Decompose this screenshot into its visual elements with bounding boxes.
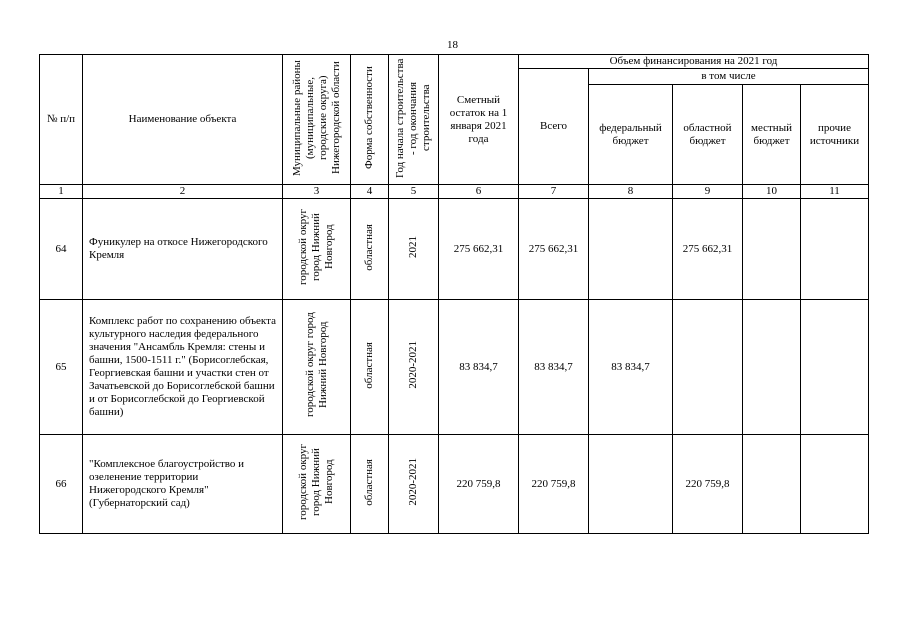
table-row (40, 435, 869, 534)
row-regional (673, 300, 743, 435)
col-number: 8 (589, 185, 673, 199)
header-ownership-text: Форма собственности (363, 66, 375, 169)
row-regional: 275 662,31 (673, 199, 743, 300)
row-years-text: 2020-2021 (407, 458, 419, 506)
row-num: 66 (40, 435, 83, 534)
header-total: Всего (519, 69, 589, 185)
row-other (801, 199, 869, 300)
row-total: 83 834,7 (519, 300, 589, 435)
row-regional: 220 759,8 (673, 435, 743, 534)
header-ownership (351, 55, 389, 185)
row-years (389, 199, 439, 300)
row-local (743, 199, 801, 300)
row-other (801, 435, 869, 534)
row-federal: 83 834,7 (589, 300, 673, 435)
table-row (40, 300, 869, 435)
table-row (40, 199, 869, 300)
row-ownership (351, 199, 389, 300)
header-name: Наименование объекта (83, 55, 283, 185)
row-estimate: 220 759,8 (439, 435, 519, 534)
header-num: № п/п (40, 55, 83, 185)
header-regional: областной бюджет (673, 85, 743, 185)
financing-table (39, 54, 869, 534)
row-years (389, 435, 439, 534)
col-number: 9 (673, 185, 743, 199)
row-ownership (351, 300, 389, 435)
col-number: 4 (351, 185, 389, 199)
col-number: 3 (283, 185, 351, 199)
row-name: "Комплексное благоустройство и озеленение территории Нижегородского Кремля" (Губернаторский сад) (83, 435, 283, 534)
header-municipality (283, 55, 351, 185)
col-number: 1 (40, 185, 83, 199)
col-number: 10 (743, 185, 801, 199)
row-total: 220 759,8 (519, 435, 589, 534)
row-municipality-text: городской округ город Нижний Новгород (297, 443, 335, 521)
row-num: 65 (40, 300, 83, 435)
row-years-text: 2020-2021 (407, 341, 419, 389)
header-other: прочие источники (801, 85, 869, 185)
header-including: в том числе (589, 69, 869, 85)
row-years-text: 2021 (407, 236, 419, 258)
row-municipality (283, 300, 351, 435)
header-estimate: Сметный остаток на 1 января 2021 года (439, 55, 519, 185)
row-name: Комплекс работ по сохранению объекта культурного наследия федерального значения "Ансамбль Кремля: стены и башни, 1500-1511 г." (Борисоглебская, Георгиевская башни и участки стен от Зачатьевской до Борисоглебской башни и от Борисоглебской до Георгиевской башни) (83, 300, 283, 435)
row-total: 275 662,31 (519, 199, 589, 300)
header-years-text: Год начала строительства - год окончания строительства (394, 57, 432, 178)
row-years (389, 300, 439, 435)
row-ownership (351, 435, 389, 534)
header-years (389, 55, 439, 185)
col-number: 11 (801, 185, 869, 199)
header-municipality-text: Муниципальные районы (муниципальные, городские округа) Нижегородской области (290, 59, 342, 176)
row-local (743, 300, 801, 435)
col-number: 5 (389, 185, 439, 199)
row-ownership-text: областная (363, 458, 375, 506)
row-ownership-text: областная (363, 341, 375, 389)
row-other (801, 300, 869, 435)
col-number: 6 (439, 185, 519, 199)
header-funding-group: Объем финансирования на 2021 год (519, 55, 869, 69)
row-federal (589, 435, 673, 534)
row-municipality (283, 435, 351, 534)
col-number: 7 (519, 185, 589, 199)
row-name: Фуникулер на откосе Нижегородского Кремля (83, 199, 283, 300)
column-number-row (40, 185, 869, 199)
col-number: 2 (83, 185, 283, 199)
row-estimate: 83 834,7 (439, 300, 519, 435)
page-number: 18 (447, 39, 458, 51)
row-municipality (283, 199, 351, 300)
header-federal: федеральный бюджет (589, 85, 673, 185)
row-local (743, 435, 801, 534)
row-municipality-text: городской округ город Нижний Новгород (297, 208, 335, 286)
header-local: местный бюджет (743, 85, 801, 185)
row-estimate: 275 662,31 (439, 199, 519, 300)
row-ownership-text: областная (363, 223, 375, 271)
row-num: 64 (40, 199, 83, 300)
row-federal (589, 199, 673, 300)
row-municipality-text: городской округ город Нижний Новгород (303, 312, 329, 418)
